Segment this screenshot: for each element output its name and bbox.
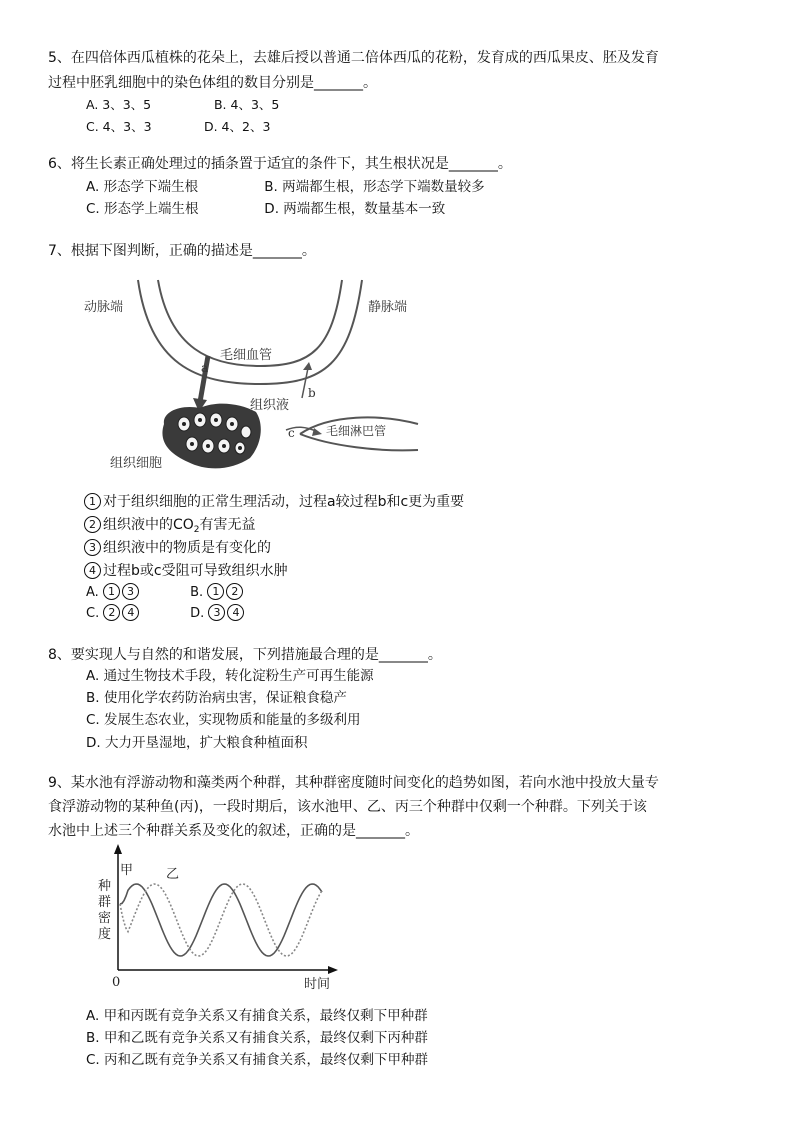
population-chart-svg	[92, 842, 352, 992]
q7-statement-2-post: 有害无益	[199, 517, 256, 533]
q7-statement-4	[84, 560, 288, 582]
x-axis-arrow	[328, 966, 338, 974]
q5-options-row2	[86, 117, 270, 137]
q8-option-b[interactable]: B. 使用化学农药防治病虫害，保证粮食稳产	[86, 690, 347, 706]
q7-stem: 7、根据下图判断，正确的描述是_______。	[48, 243, 316, 259]
series-yi-line	[120, 884, 322, 956]
q7-option-c-letter: C.	[86, 606, 100, 621]
q7-statement-1-text: 对于组织细胞的正常生理活动，过程a较过程b和c更为重要	[103, 494, 465, 510]
q7-option-c-num-1: 2	[103, 604, 120, 621]
q5-options-row1	[86, 95, 279, 115]
arrow-b-head	[303, 362, 312, 370]
circled-number-3: 3	[84, 539, 101, 556]
q7-option-a-letter: A.	[86, 585, 99, 600]
q5-stem-line1: 5、在四倍体西瓜植株的花朵上，去雄后授以普通二倍体西瓜的花粉，发育成的西瓜果皮、胚及发育	[48, 50, 659, 66]
label-capillary: 毛细血管	[220, 348, 273, 363]
q7-option-b-num-1: 1	[207, 583, 224, 600]
q6-option-b[interactable]: B. 两端都生根，形态学下端数量较多	[264, 179, 485, 195]
q7-statement-2-pre: 组织液中的CO	[103, 517, 194, 533]
arrow-c-head	[312, 428, 322, 436]
q7-statement-4-text: 过程b或c受阻可导致组织水肿	[103, 563, 288, 579]
q7-statement-1	[84, 491, 464, 513]
q7-option-b[interactable]	[190, 583, 245, 603]
q7-option-c-num-2: 4	[122, 604, 139, 621]
q9-population-chart	[92, 842, 352, 992]
q7-option-d-letter: D.	[190, 606, 205, 621]
legend-jia-label: 甲	[120, 863, 134, 878]
q7-figure	[84, 274, 420, 484]
q6-option-d[interactable]: D. 两端都生根，数量基本一致	[264, 201, 446, 217]
label-a: a	[201, 361, 209, 375]
q5-option-d[interactable]: D. 4、2、3	[203, 119, 271, 134]
q8-stem: 8、要实现人与自然的和谐发展，下列措施最合理的是_______。	[48, 647, 442, 663]
q7-option-b-letter: B.	[190, 585, 204, 600]
q5-option-b[interactable]: B. 4、3、5	[213, 97, 280, 112]
q6-stem: 6、将生长素正确处理过的插条置于适宜的条件下，其生根状况是_______。	[48, 156, 512, 172]
q7-statement-3	[84, 537, 271, 559]
label-vein-end: 静脉端	[368, 300, 408, 315]
circled-number-1: 1	[84, 493, 101, 510]
q7-option-d-num-2: 4	[227, 604, 244, 621]
q6-option-a[interactable]: A. 形态学下端生根	[86, 179, 199, 195]
q5-stem-line2: 过程中胚乳细胞中的染色体组的数目分别是_______。	[48, 75, 377, 91]
y-label-char-1: 种	[98, 879, 112, 894]
label-artery-end: 动脉端	[84, 300, 124, 315]
label-c: c	[288, 426, 295, 440]
y-label-char-2: 群	[98, 895, 112, 910]
q5-option-c[interactable]: C. 4、3、3	[86, 119, 152, 134]
label-b: b	[308, 386, 316, 400]
label-lymph-capillary: 毛细淋巴管	[326, 424, 387, 438]
circled-number-2: 2	[84, 516, 101, 533]
q9-stem-line2: 食浮游动物的某种鱼(丙)，一段时期后，该水池甲、乙、丙三个种群中仅剩一个种群。下列关于该	[48, 799, 647, 815]
q7-statement-3-text: 组织液中的物质是有变化的	[103, 540, 271, 556]
q7-option-d[interactable]	[190, 604, 246, 624]
q7-options-row1	[86, 583, 245, 603]
label-tissue-fluid: 组织液	[250, 398, 290, 413]
q6-options-row2	[86, 199, 445, 219]
q6-options-row1	[86, 177, 485, 197]
q9-option-b[interactable]: B. 甲和乙既有竞争关系又有捕食关系，最终仅剩下丙种群	[86, 1030, 428, 1046]
q7-option-a-num-1: 1	[103, 583, 120, 600]
q8-option-a[interactable]: A. 通过生物技术手段，转化淀粉生产可再生能源	[86, 668, 374, 684]
q8-option-c[interactable]: C. 发展生态农业，实现物质和能量的多级利用	[86, 712, 361, 728]
y-axis-arrow	[114, 844, 122, 854]
q7-option-b-num-2: 2	[226, 583, 243, 600]
q7-option-a-num-2: 3	[122, 583, 139, 600]
y-label-char-3: 密	[98, 911, 112, 926]
legend-yi-label: 乙	[166, 867, 180, 882]
q9-option-a[interactable]: A. 甲和丙既有竞争关系又有捕食关系，最终仅剩下甲种群	[86, 1008, 428, 1024]
q9-stem-line3: 水池中上述三个种群关系及变化的叙述，正确的是_______。	[48, 823, 419, 839]
y-label-char-4: 度	[98, 927, 112, 942]
q9-stem-line1: 9、某水池有浮游动物和藻类两个种群，其种群密度随时间变化的趋势如图，若向水池中投放大量专	[48, 775, 659, 791]
q7-statement-2-sub: 2	[193, 525, 200, 535]
label-tissue-cell: 组织细胞	[110, 456, 163, 471]
q6-option-c[interactable]: C. 形态学上端生根	[86, 201, 199, 217]
q7-options-row2	[86, 604, 246, 624]
q9-option-c[interactable]: C. 丙和乙既有竞争关系又有捕食关系，最终仅剩下甲种群	[86, 1052, 429, 1068]
q7-option-a[interactable]	[86, 583, 186, 603]
origin-label: 0	[112, 975, 121, 990]
q5-option-a[interactable]: A. 3、3、5	[86, 97, 152, 112]
q7-option-d-num-1: 3	[208, 604, 225, 621]
x-axis-label: 时间	[304, 977, 331, 992]
circled-number-4: 4	[84, 562, 101, 579]
q8-option-d[interactable]: D. 大力开垦湿地，扩大粮食种植面积	[86, 735, 308, 751]
q7-option-c[interactable]	[86, 604, 186, 624]
